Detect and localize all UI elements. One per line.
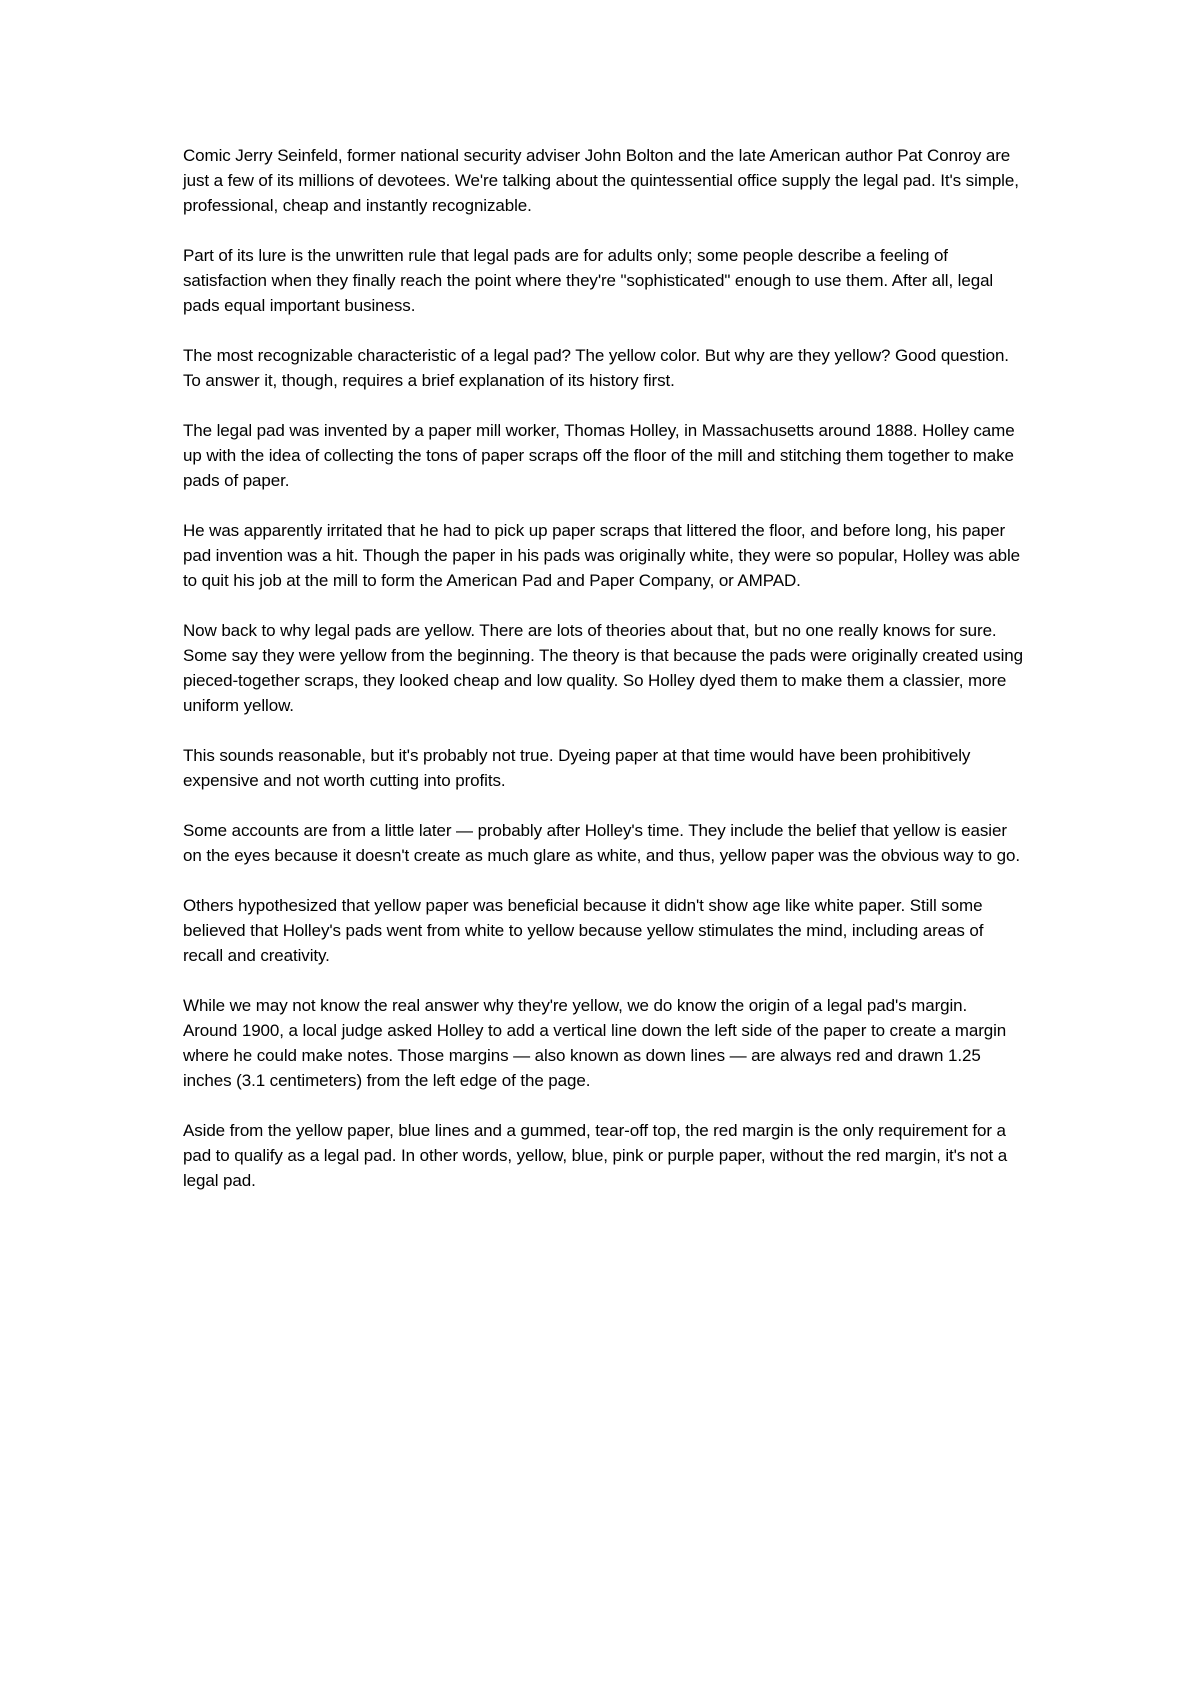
paragraph: Some accounts are from a little later — probably after Holley's time. They include the belief that yellow is easier on the eyes because it doesn't create as much glare as white, and thus, yellow paper was the obvious way to go.: [183, 821, 1020, 865]
paragraph: Aside from the yellow paper, blue lines and a gummed, tear-off top, the red margin is the only requirement for a pad to qualify as a legal pad. In other words, yellow, blue, pink or purple paper, without the red margin, it's not a legal pad.: [183, 1121, 1008, 1190]
paragraph: Now back to why legal pads are yellow. There are lots of theories about that, but no one really knows for sure. Some say they were yellow from the beginning. The theory is that because the pads were originally created using pieced-together scraps, they looked cheap and low quality. So Holley dyed them to make them a classier, more uniform yellow.: [183, 621, 1024, 715]
document-body: [183, 143, 1023, 1218]
paragraph: Part of its lure is the unwritten rule that legal pads are for adults only; some people describe a feeling of satisfaction when they finally reach the point where they're "sophisticated" enough to use them. After all, legal pads equal important business.: [183, 246, 994, 315]
paragraph: Others hypothesized that yellow paper was beneficial because it didn't show age like white paper. Still some believed that Holley's pads went from white to yellow because yellow stimulates the mind, including areas of recall and creativity.: [183, 896, 984, 965]
paragraph: The most recognizable characteristic of a legal pad? The yellow color. But why are they yellow? Good question. To answer it, though, requires a brief explanation of its history first.: [183, 346, 1009, 390]
paragraph: While we may not know the real answer why they're yellow, we do know the origin of a legal pad's margin. Around 1900, a local judge asked Holley to add a vertical line down the left side of the paper to create a margin where he could make notes. Those margins — also known as down lines — are always red and drawn 1.25 inches (3.1 centimeters) from the left edge of the page.: [183, 996, 1007, 1090]
paragraph: He was apparently irritated that he had to pick up paper scraps that littered the floor, and before long, his paper pad invention was a hit. Though the paper in his pads was originally white, they were so popular, Holley was able to quit his job at the mill to form the American Pad and Paper Company, or AMPAD.: [183, 521, 1020, 590]
paragraph: Comic Jerry Seinfeld, former national security adviser John Bolton and the late American author Pat Conroy are just a few of its millions of devotees. We're talking about the quintessential office supply the legal pad. It's simple, professional, cheap and instantly recognizable.: [183, 146, 1019, 215]
paragraph: This sounds reasonable, but it's probably not true. Dyeing paper at that time would have been prohibitively expensive and not worth cutting into profits.: [183, 746, 971, 790]
paragraph: The legal pad was invented by a paper mill worker, Thomas Holley, in Massachusetts around 1888. Holley came up with the idea of collecting the tons of paper scraps off the floor of the mill and stitching them together to make pads of paper.: [183, 421, 1015, 490]
